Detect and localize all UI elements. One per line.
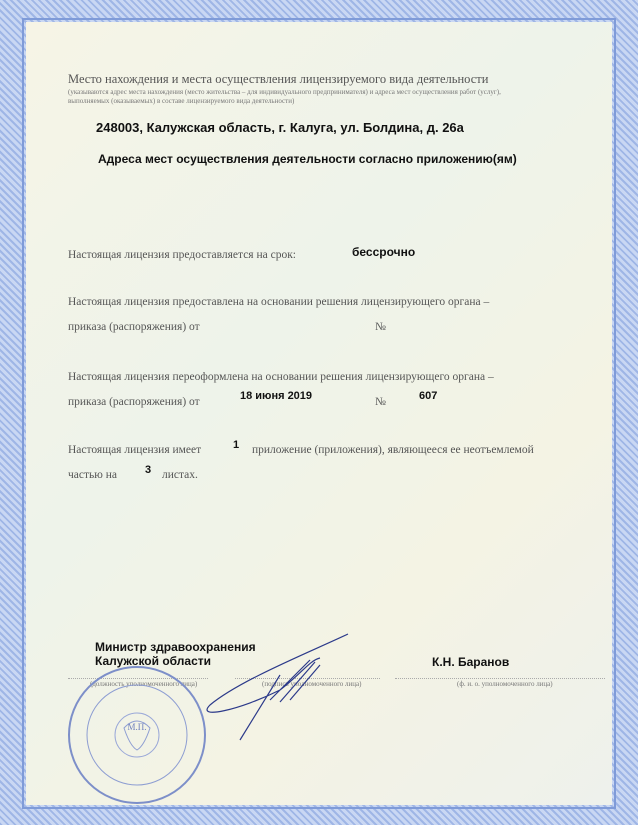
stamp-mark: М.П. [127,722,147,732]
appendix-text-2: приложение (приложения), являющееся ее неотъемлемой [252,444,534,456]
reissued-number-sign: № [375,396,386,408]
reissued-line1: Настоящая лицензия переоформлена на основании решения лицензирующего органа – [68,371,494,383]
addresses-note: Адреса мест осуществления деятельности согласно приложению(ям) [98,152,517,166]
reissued-line2: приказа (распоряжения) от [68,396,200,408]
section-note-2: выполняемых (оказываемых) в составе лицензируемого вида деятельности) [68,97,295,105]
appendix-sheets: 3 [145,464,152,476]
appendix-count: 1 [233,439,240,451]
address: 248003, Калужская область, г. Калуга, ул. Болдина, д. 26а [96,120,464,135]
appendix-text-1: Настоящая лицензия имеет [68,444,202,456]
reissued-date: 18 июня 2019 [240,390,313,402]
term-label: Настоящая лицензия предоставляется на срок: [68,249,296,261]
name-caption: (ф. и. о. уполномоченного лица) [457,680,553,688]
term-value: бессрочно [352,245,416,259]
appendix-text-4: листах. [162,469,198,481]
granted-line2: приказа (распоряжения) от [68,321,200,333]
reissued-number: 607 [419,390,438,402]
signature-caption: (подпись уполномоченного лица) [262,680,362,688]
granted-line1: Настоящая лицензия предоставлена на основании решения лицензирующего органа – [68,296,490,308]
official-stamp [62,660,212,810]
position-caption: (должность уполномоченного лица) [90,680,198,688]
granted-number-sign: № [375,321,386,333]
signature-scribble [200,630,360,750]
name-line [395,678,605,679]
signatory-name: К.Н. Баранов [432,655,510,669]
section-note-1: (указываются адрес места нахождения (место жительства – для индивидуального предпринимателя) и адреса мест осуществления работ (услуг), [68,88,501,96]
signatory-position-2: Калужской области [95,654,212,668]
section-title: Место нахождения и места осуществления лицензируемого вида деятельности [68,72,489,86]
appendix-text-3: частью на [68,469,117,481]
signatory-position-1: Министр здравоохранения [95,640,256,654]
